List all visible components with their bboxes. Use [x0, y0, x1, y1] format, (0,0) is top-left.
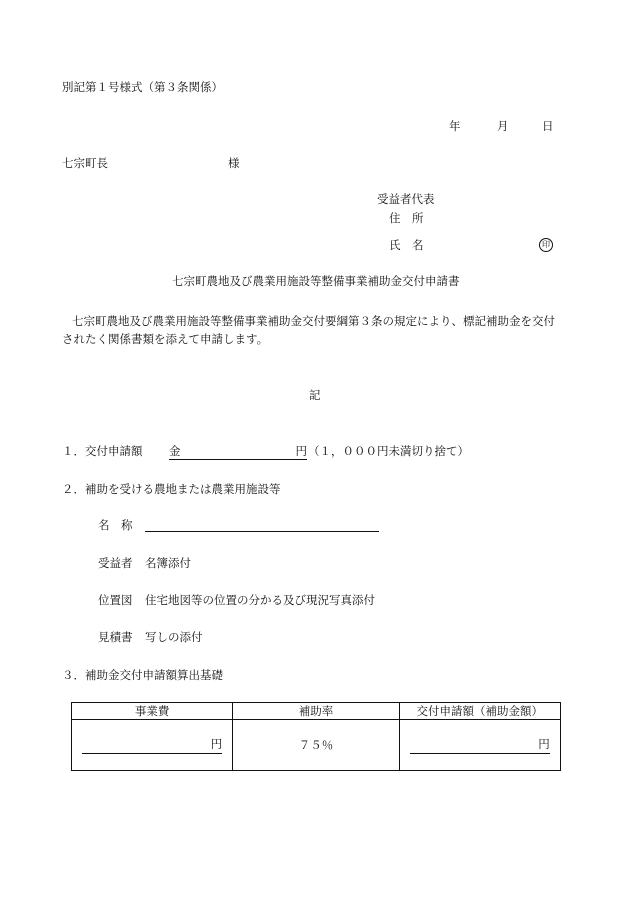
- subsidy-rate-cell: ７５％: [233, 720, 399, 771]
- header-subsidy-rate: 補助率: [233, 703, 399, 720]
- rounding-note: （１，０００円未満切り捨て）: [308, 444, 469, 458]
- address-label: 住 所: [389, 211, 424, 225]
- item1-label: １．交付申請額: [62, 444, 143, 458]
- form-number: 別記第１号様式（第３条関係）: [62, 80, 223, 94]
- body-text-line2: されたく関係書類を添えて申請します。: [62, 332, 269, 346]
- body-text-line1: 七宗町農地及び農業用施設等整備事業補助金交付要綱第３条の規定により、標記補助金を交付: [72, 314, 555, 328]
- addressee-honorific: 様: [228, 156, 240, 170]
- date-day-label: 日: [542, 119, 554, 133]
- project-cost-field[interactable]: [82, 736, 222, 754]
- facility-name-field[interactable]: [145, 531, 379, 532]
- table-grant-amount-field[interactable]: [410, 736, 550, 754]
- grant-amount-unit: 円: [538, 737, 550, 751]
- beneficiary-value: 名簿添付: [145, 556, 191, 570]
- grant-amount-prefix: 金: [169, 444, 181, 458]
- seal-mark: 印: [539, 238, 553, 252]
- table-row: [72, 720, 561, 771]
- table-header-row: [72, 703, 561, 720]
- representative-label: 受益者代表: [377, 192, 435, 206]
- date-month-label: 月: [497, 119, 509, 133]
- date-year-label: 年: [449, 119, 461, 133]
- estimate-value: 写しの添付: [145, 630, 203, 644]
- location-map-value: 住宅地図等の位置の分かる及び現況写真添付: [145, 593, 375, 607]
- item3-label: ３．補助金交付申請額算出基礎: [62, 668, 223, 682]
- calculation-table: [71, 702, 561, 771]
- addressee-title: 七宗町長: [62, 156, 108, 170]
- item2-label: ２．補助を受ける農地または農業用施設等: [62, 482, 281, 496]
- document-title: 七宗町農地及び農業用施設等整備事業補助金交付申請書: [172, 274, 460, 288]
- grant-amount-cell[interactable]: [399, 720, 560, 771]
- estimate-label: 見積書: [98, 630, 133, 644]
- facility-name-label: 名 称: [98, 518, 133, 532]
- project-cost-unit: 円: [210, 737, 223, 751]
- ki-heading: 記: [309, 388, 321, 402]
- header-project-cost: 事業費: [72, 703, 233, 720]
- beneficiary-label: 受益者: [98, 556, 133, 570]
- name-label: 氏 名: [389, 238, 424, 252]
- grant-amount-field[interactable]: [169, 446, 307, 460]
- header-grant-amount: 交付申請額（補助金額）: [399, 703, 560, 720]
- grant-amount-suffix: 円: [295, 444, 307, 458]
- project-cost-cell[interactable]: [72, 720, 233, 771]
- location-map-label: 位置図: [98, 593, 133, 607]
